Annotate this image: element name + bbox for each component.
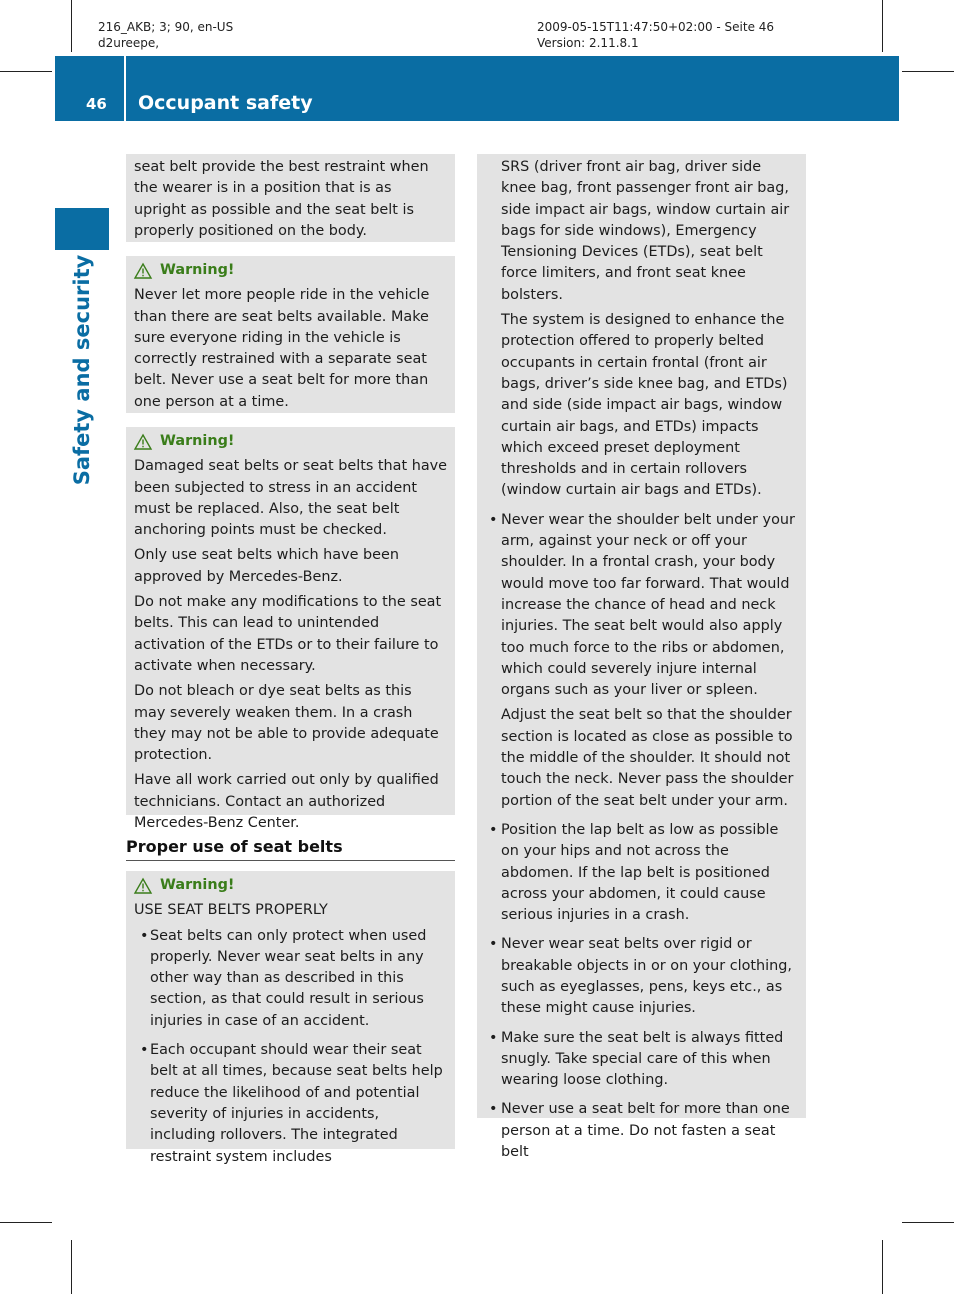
bullet-marker: • bbox=[140, 927, 149, 944]
bullet-paragraph: Adjust the seat belt so that the shoulder section is located as close as possible to the middle of the shoulder. It should not touch the neck. Never pass the shoulder portion of the seat belt under your arm. bbox=[501, 707, 794, 809]
bullet-text: Seat belts can only protect when used properly. Never wear seat belts in any other way than as described in this section, as that could result in serious injuries in case of an accident. bbox=[150, 927, 427, 1029]
meta-line: Version: 2.11.8.1 bbox=[537, 36, 639, 50]
warning-header bbox=[134, 431, 447, 452]
body-text: Have all work carried out only by qualified technicians. Contact an authorized Mercedes-Benz Center. bbox=[134, 772, 439, 832]
warning-continuation-box bbox=[477, 154, 806, 1161]
continuation-box bbox=[126, 154, 455, 242]
crop-mark bbox=[0, 1222, 52, 1223]
bullet-item bbox=[485, 934, 800, 1019]
body-text: seat belt provide the best restraint when the wearer is in a position that is as upright as possible and the seat belt is properly positioned on the body. bbox=[134, 159, 429, 239]
warning-box bbox=[126, 871, 455, 1165]
bullet-text bbox=[501, 510, 800, 812]
bullet-marker: • bbox=[489, 511, 498, 528]
body-text: SRS (driver front air bag, driver side knee bag, front passenger front air bag, side impact air bags, window curtain air bags for side windows), Emergency Tensioning Devices (ETDs), seat belt force limiters, and front seat knee bolsters. bbox=[501, 159, 790, 303]
warning-triangle-icon bbox=[134, 878, 152, 894]
bullet-text: Each occupant should wear their seat belt at all times, because seat belts help reduce the likelihood of and potential severity of injuries in accidents, including rollovers. The integrated restraint system includes bbox=[150, 1042, 443, 1165]
bullet-marker: • bbox=[489, 821, 498, 838]
bullet-paragraph: Never wear the shoulder belt under your arm, against your neck or off your shoulder. In a frontal crash, your body would move too far forward. That would increase the chance of head and neck injuries. The seat belt would also apply too much force to the ribs or abdomen, which could severely injure internal organs such as your liver or spleen. bbox=[501, 511, 795, 699]
bullet-text: Never use a seat belt for more than one person at a time. Do not fasten a seat belt bbox=[501, 1101, 790, 1161]
meta-line: 216_AKB; 3; 90, en-US bbox=[98, 20, 234, 34]
print-meta-right bbox=[537, 19, 774, 51]
warning-title: Warning! bbox=[160, 262, 235, 278]
crop-mark bbox=[902, 1222, 954, 1223]
bullet-item bbox=[485, 820, 800, 926]
meta-line: 2009-05-15T11:47:50+02:00 - Seite 46 bbox=[537, 20, 775, 34]
warning-triangle-icon bbox=[134, 263, 152, 279]
crop-mark bbox=[882, 1240, 883, 1294]
bullet-item bbox=[485, 1099, 800, 1163]
body-text: Only use seat belts which have been approved by Mercedes-Benz. bbox=[134, 547, 400, 585]
meta-line: d2ureepe, bbox=[98, 36, 160, 50]
body-text: Damaged seat belts or seat belts that have been subjected to stress in an accident must be replaced. Also, the seat belt anchoring points must be checked. bbox=[134, 458, 448, 539]
warning-box bbox=[126, 256, 455, 413]
warning-box bbox=[126, 427, 455, 832]
body-text: Do not bleach or dye seat belts as this may severely weaken them. In a crash they may not be able to provide adequate protection. bbox=[134, 683, 439, 764]
bullet-item bbox=[485, 510, 800, 812]
warning-title: Warning! bbox=[160, 433, 235, 449]
body-text: USE SEAT BELTS PROPERLY bbox=[134, 902, 328, 919]
indented-block bbox=[485, 157, 800, 502]
side-tab bbox=[55, 208, 109, 250]
body-text: The system is designed to enhance the protection offered to properly belted occupants in certain frontal (front air bags, driver’s side knee bag, and ETDs) and side (side impact air bags, window curtain air bags, and ETDs) impacts which exceed preset deployment thresholds and in certain rollovers (window curtain air bags and ETDs). bbox=[501, 312, 788, 499]
bullet-marker: • bbox=[489, 936, 498, 953]
side-tab-label: Safety and security bbox=[70, 254, 94, 486]
crop-mark bbox=[71, 0, 72, 52]
bullet-item bbox=[134, 926, 447, 1032]
bullet-marker: • bbox=[489, 1029, 498, 1046]
header-divider bbox=[124, 56, 126, 121]
bullet-item bbox=[485, 1028, 800, 1092]
subsection-heading: Proper use of seat belts bbox=[126, 837, 455, 861]
crop-mark bbox=[0, 71, 52, 72]
crop-mark bbox=[882, 0, 883, 52]
warning-title: Warning! bbox=[160, 877, 235, 893]
bullet-text: Make sure the seat belt is always fitted snugly. Take special care of this when wearing loose clothing. bbox=[501, 1029, 784, 1089]
body-text: Never let more people ride in the vehicle than there are seat belts available. Make sure everyone riding in the vehicle is correctly restrained with a separate seat belt. Never use a seat belt for more than one person at a time. bbox=[134, 287, 430, 410]
warning-triangle-icon bbox=[134, 434, 152, 450]
bullet-text: Position the lap belt as low as possible on your hips and not across the abdomen. If the lap belt is positioned across your abdomen, it could cause serious injuries in a crash. bbox=[501, 821, 779, 924]
bullet-marker: • bbox=[489, 1101, 498, 1118]
bullet-item bbox=[134, 1040, 447, 1168]
crop-mark bbox=[902, 71, 954, 72]
crop-mark bbox=[71, 1240, 72, 1294]
warning-header bbox=[134, 875, 447, 896]
section-title: Occupant safety bbox=[138, 92, 313, 114]
page-number: 46 bbox=[86, 95, 107, 113]
bullet-text: Never wear seat belts over rigid or breakable objects in or on your clothing, such as eyeglasses, pens, keys etc., as these might cause injuries. bbox=[501, 936, 793, 1017]
print-meta-left bbox=[98, 19, 233, 51]
body-text: Do not make any modifications to the seat belts. This can lead to unintended activation of the ETDs or to their failure to activate when necessary. bbox=[134, 594, 442, 674]
bullet-marker: • bbox=[140, 1042, 149, 1059]
warning-header bbox=[134, 260, 447, 281]
